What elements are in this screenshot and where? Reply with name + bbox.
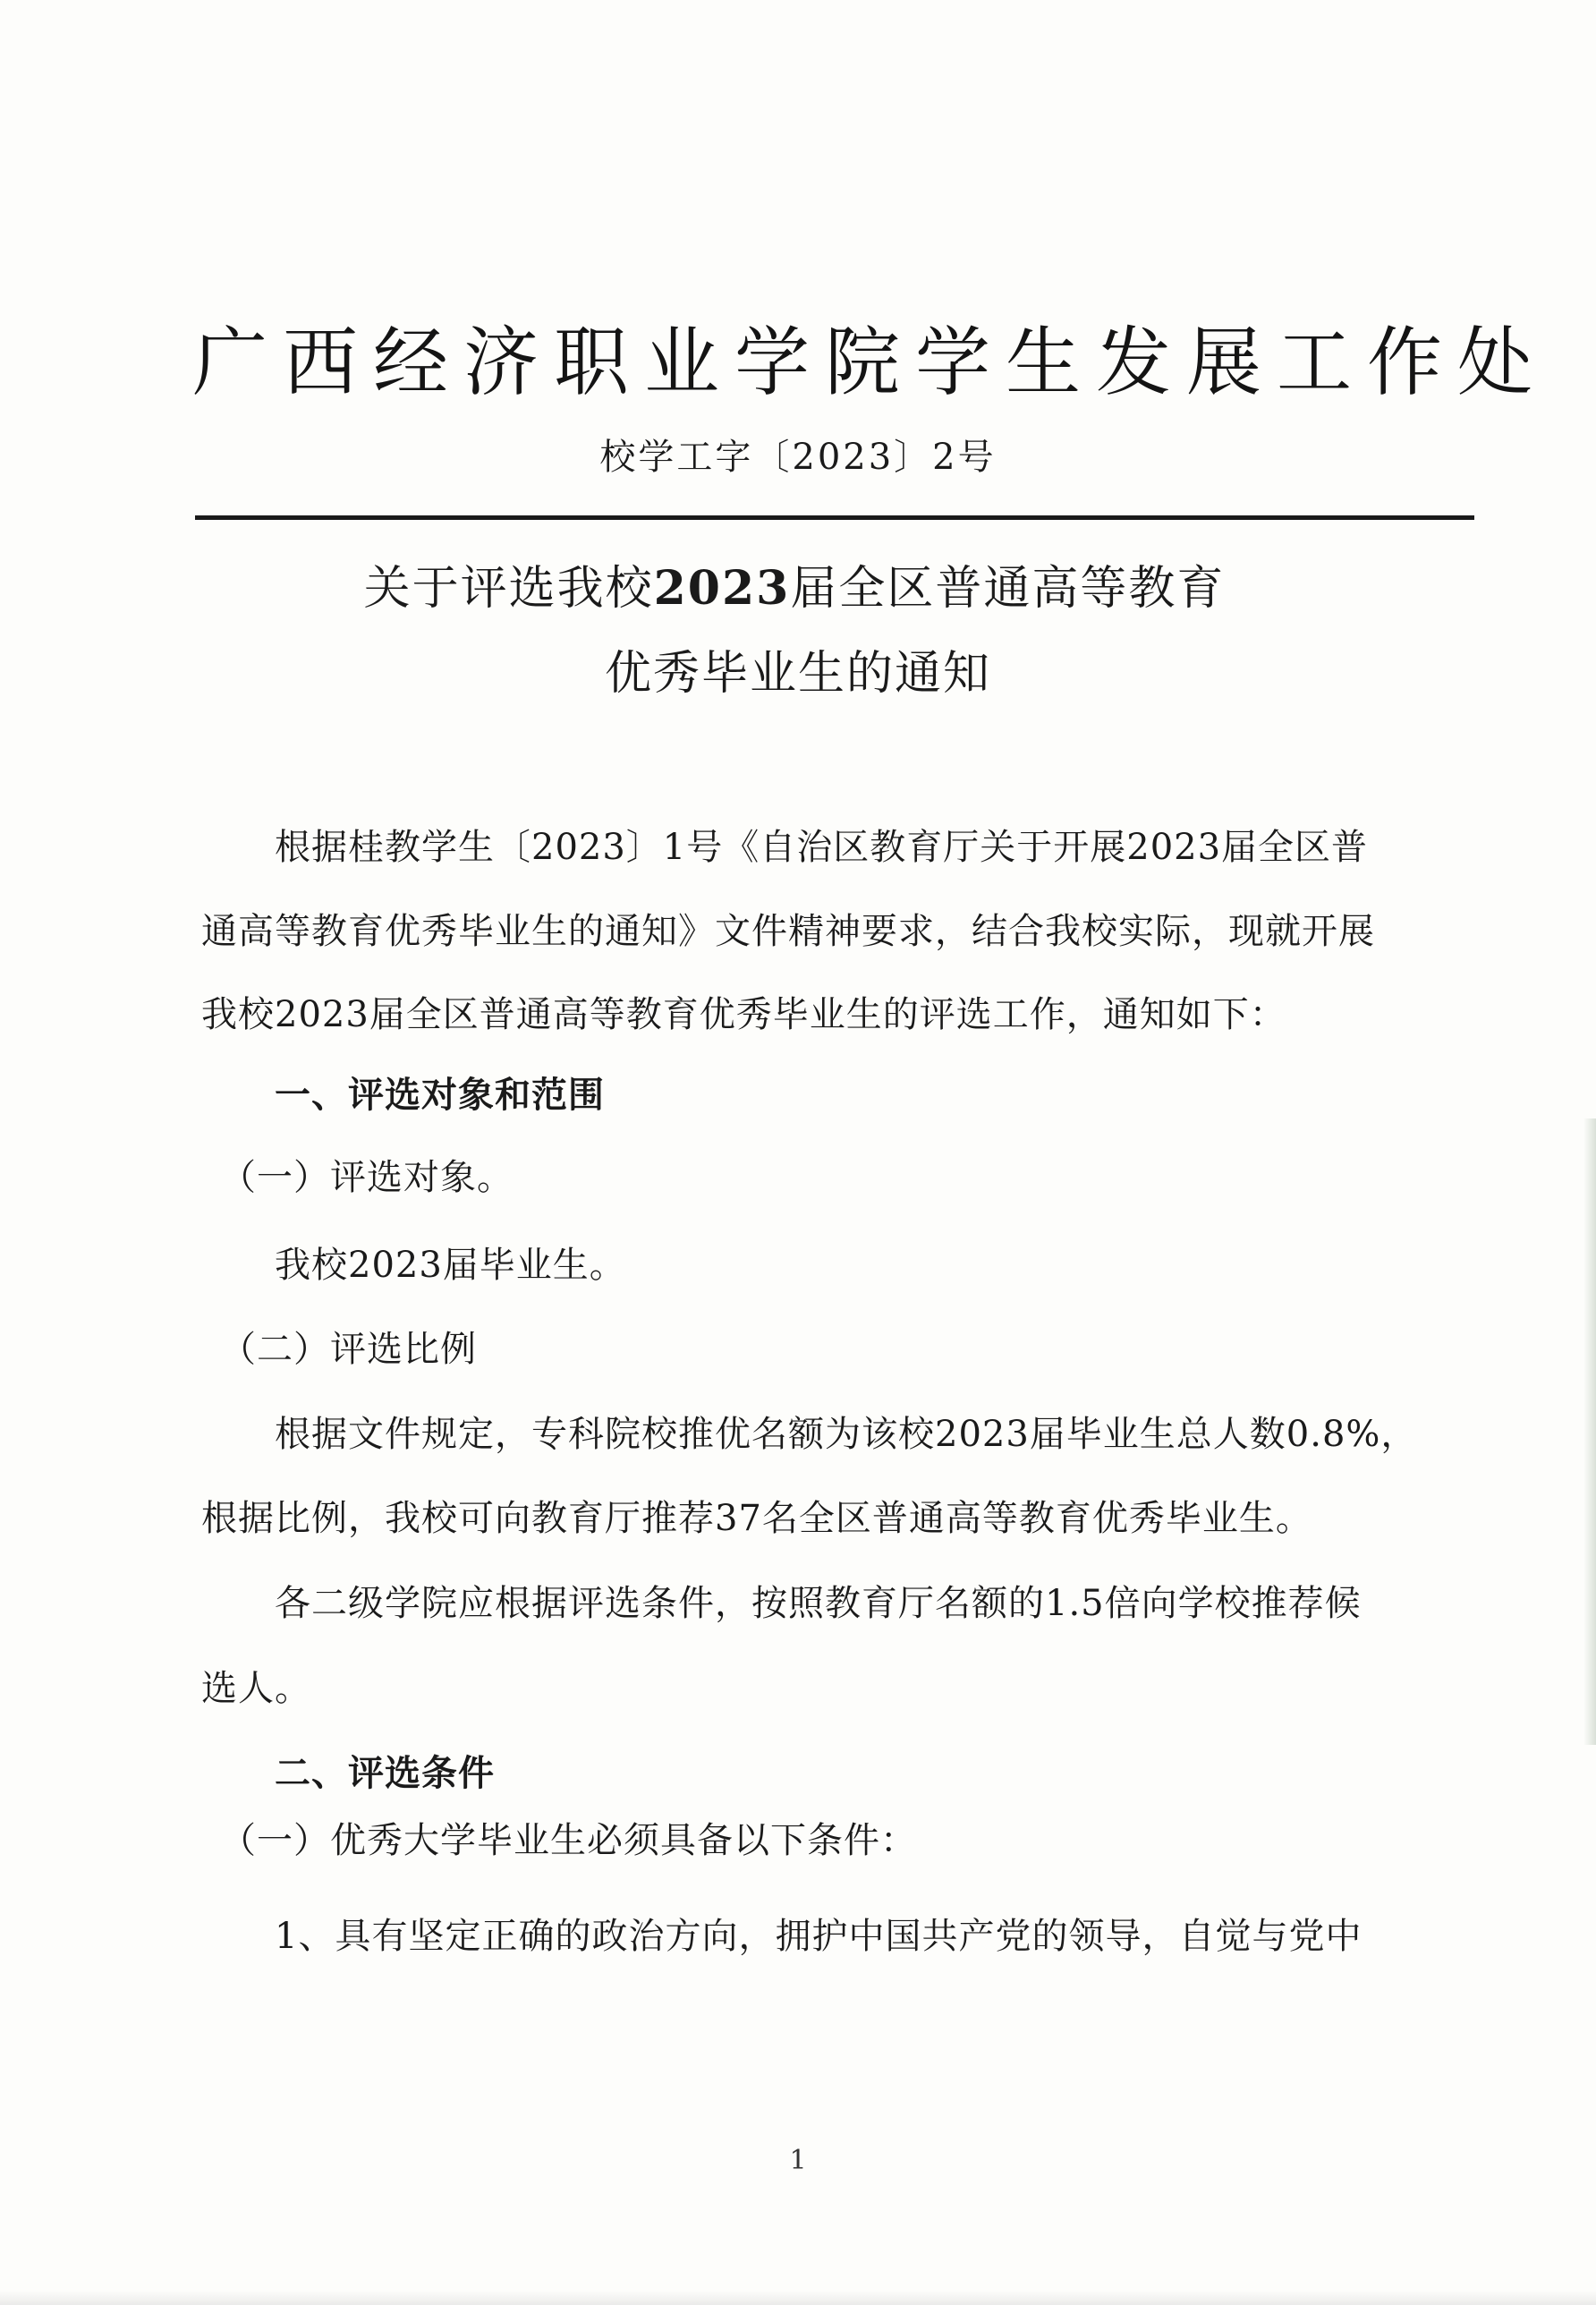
- ratio-line-2: 根据比例，我校可向教育厅推荐37名全区普通高等教育优秀毕业生。: [201, 1498, 1312, 1539]
- intro-line-2: 通高等教育优秀毕业生的通知》文件精神要求，结合我校实际，现就开展: [201, 911, 1375, 952]
- section-2-heading: 二、评选条件: [201, 1752, 495, 1794]
- scan-edge-shadow: [1583, 1118, 1596, 1745]
- section-1-heading: 一、评选对象和范围: [201, 1074, 605, 1116]
- college-line-2: 选人。: [201, 1668, 311, 1709]
- intro-line-3: 我校2023届全区普通高等教育优秀毕业生的评选工作，通知如下：: [201, 994, 1286, 1035]
- college-line-1: 各二级学院应根据评选条件，按照教育厅名额的1.5倍向学校推荐候: [201, 1583, 1362, 1624]
- section-1-subheading-1: （一）评选对象。: [201, 1157, 514, 1198]
- page-number: 1: [789, 2145, 807, 2176]
- header-divider-line: [195, 515, 1474, 520]
- scan-bottom-shadow: [0, 2291, 1596, 2305]
- section-1-subheading-2: （二）评选比例: [201, 1329, 477, 1370]
- title-suffix: 届全区普通高等教育: [790, 562, 1226, 616]
- document-title-line-1: [0, 557, 1592, 620]
- ratio-line-1: 根据文件规定，专科院校推优名额为该校2023届毕业生总人数0.8%，: [201, 1414, 1418, 1455]
- document-title-line-2: 优秀毕业生的通知: [604, 647, 991, 701]
- section-1-subtext-1: 我校2023届毕业生。: [201, 1245, 626, 1286]
- title-year: 2023: [653, 561, 791, 616]
- issuer-masthead: 广西经济职业学院学生发展工作处: [192, 319, 1549, 406]
- condition-1-line-1: 1、具有坚定正确的政治方向，拥护中国共产党的领导，自觉与党中: [201, 1916, 1363, 1957]
- title-prefix: 关于评选我校: [363, 562, 654, 616]
- section-2-subheading-1: （一）优秀大学毕业生必须具备以下条件：: [201, 1820, 917, 1861]
- intro-line-1: 根据桂教学生〔2023〕1号《自治区教育厅关于开展2023届全区普: [201, 827, 1369, 868]
- document-number: 校学工字〔2023〕2号: [599, 437, 997, 478]
